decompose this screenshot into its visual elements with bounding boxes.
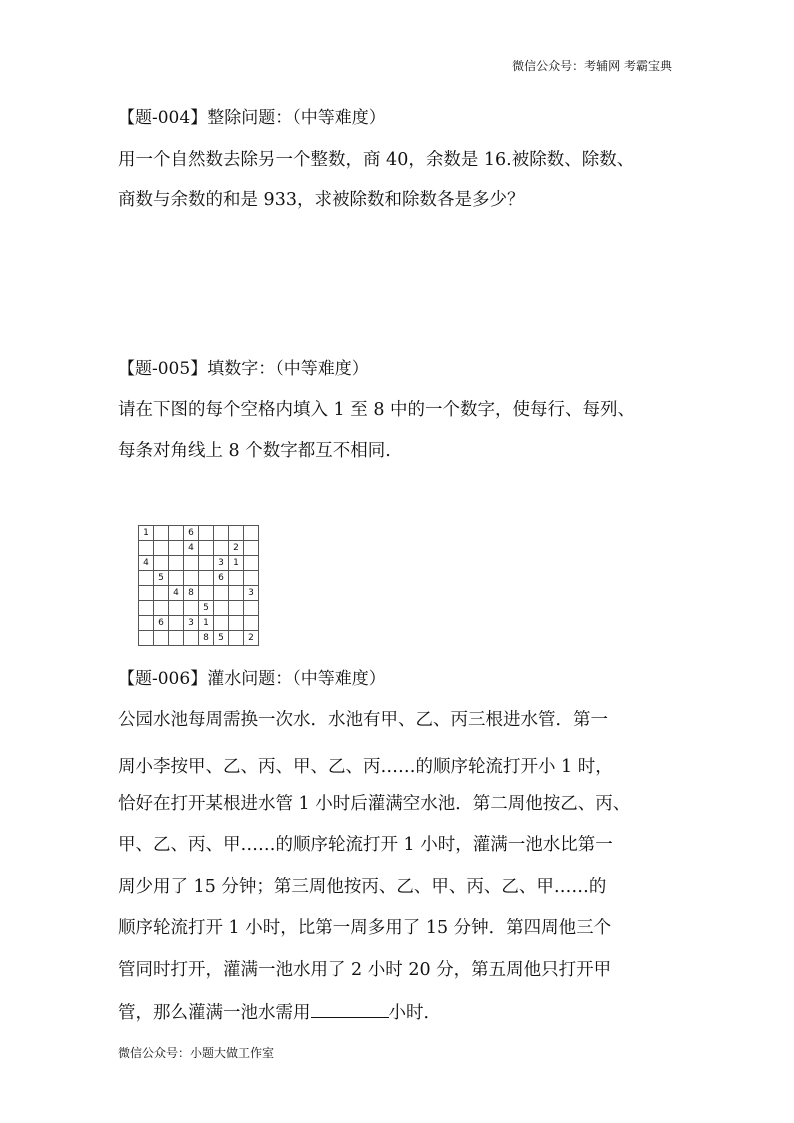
grid-cell — [214, 616, 229, 631]
footer-text: 微信公众号：小题大做工作室 — [118, 1046, 275, 1060]
header-text: 微信公众号：考辅网 考霸宝典 — [512, 59, 672, 73]
grid-cell: 1 — [229, 556, 244, 571]
problem-006-line: 管同时打开，灌满一池水用了 2 小时 20 分，第五周他只打开甲 — [118, 960, 612, 980]
problem-006-line: 甲、乙、丙、甲……的顺序轮流打开 1 小时，灌满一池水比第一 — [118, 835, 613, 855]
grid-cell — [214, 541, 229, 556]
grid-cell — [169, 601, 184, 616]
grid-cell — [199, 526, 214, 541]
number-grid — [138, 525, 259, 646]
grid-cell — [139, 586, 154, 601]
grid-row — [139, 631, 259, 646]
grid-cell — [139, 616, 154, 631]
grid-row — [139, 616, 259, 631]
grid-cell — [184, 556, 199, 571]
grid-cell — [244, 601, 259, 616]
problem-006-line: 周少用了 15 分钟；第三周他按丙、乙、甲、丙、乙、甲……的 — [118, 877, 607, 897]
grid-cell — [169, 571, 184, 586]
grid-cell — [184, 571, 199, 586]
problem-004-title: 【题-004】整除问题：（中等难度） — [118, 108, 386, 128]
grid-cell — [169, 526, 184, 541]
grid-row — [139, 541, 259, 556]
grid-cell — [244, 556, 259, 571]
grid-cell — [229, 526, 244, 541]
grid-cell: 2 — [229, 541, 244, 556]
problem-006-line: 顺序轮流打开 1 小时，比第一周多用了 15 分钟．第四周他三个 — [118, 918, 612, 938]
grid-row — [139, 571, 259, 586]
grid-cell — [229, 616, 244, 631]
problem-005-line: 每条对角线上 8 个数字都互不相同. — [118, 441, 391, 461]
grid-cell — [154, 601, 169, 616]
grid-cell: 1 — [199, 616, 214, 631]
last-line-before: 管，那么灌满一池水需用 — [118, 1003, 311, 1023]
grid-cell — [244, 616, 259, 631]
grid-cell — [154, 526, 169, 541]
answer-blank — [311, 1002, 389, 1018]
problem-006-line: 恰好在打开某根进水管 1 小时后灌满空水池．第二周他按乙、丙、 — [118, 794, 631, 814]
grid-row — [139, 586, 259, 601]
grid-cell — [214, 526, 229, 541]
grid-cell: 4 — [184, 541, 199, 556]
grid-cell: 3 — [184, 616, 199, 631]
grid-cell: 8 — [184, 586, 199, 601]
grid-cell — [214, 601, 229, 616]
problem-004-line: 商数与余数的和是 933，求被除数和除数各是多少？ — [118, 190, 525, 210]
grid-row — [139, 526, 259, 541]
grid-cell: 6 — [184, 526, 199, 541]
grid-cell — [214, 586, 229, 601]
problem-006-last-line — [118, 1002, 441, 1023]
grid-cell — [199, 571, 214, 586]
grid-cell — [199, 541, 214, 556]
problem-006-line: 公园水池每周需换一次水．水池有甲、乙、丙三根进水管．第一 — [118, 710, 608, 730]
grid-cell — [229, 571, 244, 586]
grid-cell — [229, 631, 244, 646]
grid-cell — [199, 556, 214, 571]
grid-cell — [154, 631, 169, 646]
grid-cell: 2 — [244, 631, 259, 646]
grid-cell: 3 — [214, 556, 229, 571]
grid-cell — [184, 631, 199, 646]
grid-cell — [169, 541, 184, 556]
problem-005-line: 请在下图的每个空格内填入 1 至 8 中的一个数字，使每行、每列、 — [118, 400, 636, 420]
last-line-after: 小时． — [388, 1003, 441, 1023]
grid-cell — [139, 541, 154, 556]
grid-cell — [229, 586, 244, 601]
grid-cell — [139, 631, 154, 646]
grid-row — [139, 556, 259, 571]
grid-cell — [154, 556, 169, 571]
grid-cell: 4 — [139, 556, 154, 571]
grid-cell: 6 — [154, 616, 169, 631]
grid-cell — [154, 541, 169, 556]
problem-006-line: 周小李按甲、乙、丙、甲、乙、丙……的顺序轮流打开小 1 时， — [118, 757, 613, 777]
grid-cell: 3 — [244, 586, 259, 601]
problem-005-title: 【题-005】填数字：（中等难度） — [118, 359, 369, 379]
grid-cell — [154, 586, 169, 601]
grid-cell — [169, 631, 184, 646]
grid-cell: 1 — [139, 526, 154, 541]
grid-cell — [139, 601, 154, 616]
grid-cell — [244, 571, 259, 586]
problem-004-line: 用一个自然数去除另一个整数，商 40，余数是 16.被除数、除数、 — [118, 150, 635, 170]
grid-cell — [184, 601, 199, 616]
grid-cell — [244, 541, 259, 556]
problem-006-title: 【题-006】灌水问题：（中等难度） — [118, 669, 386, 689]
grid-cell: 5 — [154, 571, 169, 586]
grid-cell — [169, 616, 184, 631]
grid-cell: 4 — [169, 586, 184, 601]
grid-cell: 5 — [199, 601, 214, 616]
grid-cell — [229, 601, 244, 616]
grid-row — [139, 601, 259, 616]
grid-cell — [244, 526, 259, 541]
grid-cell: 8 — [199, 631, 214, 646]
grid-cell — [199, 586, 214, 601]
grid-cell — [139, 571, 154, 586]
grid-cell: 6 — [214, 571, 229, 586]
grid-cell: 5 — [214, 631, 229, 646]
grid-cell — [169, 556, 184, 571]
